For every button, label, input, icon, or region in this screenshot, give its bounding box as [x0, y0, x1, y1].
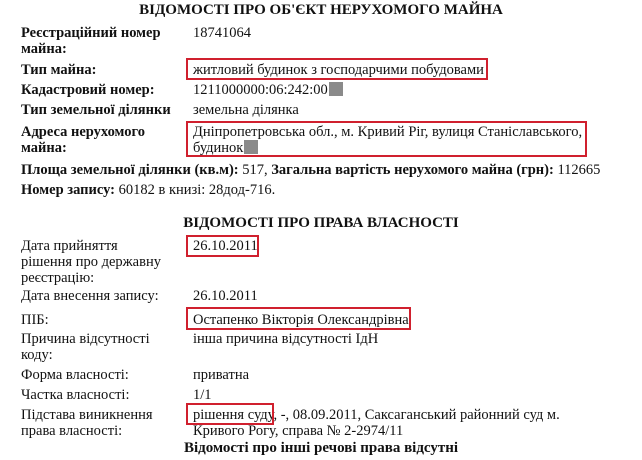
form-label: Форма власності:	[21, 367, 129, 383]
footer-heading: Відомості про інші речові права відсутні	[183, 440, 459, 456]
entry-date-value: 26.10.2011	[193, 288, 258, 304]
area-value: 517,	[242, 162, 268, 178]
cost-value: 112665	[557, 162, 601, 178]
address-label: Адреса нерухомого майна:	[21, 124, 145, 156]
basis-label: Підстава виникнення права власності:	[21, 407, 153, 439]
reg-number-label: Реєстраційний номер майна:	[21, 25, 161, 57]
land-type-value: земельна ділянка	[193, 102, 299, 118]
decision-date-label: Дата прийняття рішення про державну реєстрацію:	[21, 238, 161, 286]
decision-date-value: 26.10.2011	[193, 238, 258, 254]
name-highlight-box	[186, 307, 411, 330]
type-label: Тип майна:	[21, 62, 97, 78]
land-type-label: Тип земельної ділянки	[21, 102, 171, 118]
basis-highlight-box	[186, 403, 274, 425]
absence-label: Причина відсутності коду:	[21, 331, 150, 363]
form-value: приватна	[193, 367, 250, 383]
share-label: Частка власності:	[21, 387, 130, 403]
rights-heading: ВІДОМОСТІ ПРО ПРАВА ВЛАСНОСТІ	[183, 215, 459, 231]
redaction-mark	[329, 82, 343, 96]
share-value: 1/1	[193, 387, 212, 403]
record-line	[21, 182, 275, 198]
address-highlight-box	[186, 121, 587, 157]
area-label: Площа земельної ділянки (кв.м):	[21, 162, 239, 178]
record-label: Номер запису:	[21, 182, 115, 198]
address-value: Дніпропетровська обл., м. Кривий Ріг, вулиця Станіславського, будинок	[193, 124, 583, 156]
name-value: Остапенко Вікторія Олександрівна	[193, 312, 409, 328]
type-value: житловий будинок з господарчими побудовами	[193, 62, 484, 78]
cadastral-value: 1211000000:06:242:00	[193, 82, 343, 98]
record-value: 60182 в книзі: 28дод-716.	[118, 182, 276, 198]
decision-date-highlight-box	[186, 235, 259, 257]
basis-details: , -, 08.09.2011, Саксаганський районний суд м. Кривого Рогу, справа № 2-2974/11	[193, 407, 560, 439]
property-heading: ВІДОМОСТІ ПРО ОБ'ЄКТ НЕРУХОМОГО МАЙНА	[139, 2, 503, 18]
basis-document: рішення суду	[193, 407, 274, 423]
absence-value: інша причина відсутності ІдН	[193, 331, 379, 347]
entry-date-label: Дата внесення запису:	[21, 288, 159, 304]
type-highlight-box	[186, 58, 488, 80]
area-cost-line	[21, 162, 600, 178]
name-label: ПІБ:	[21, 312, 49, 328]
cadastral-label: Кадастровий номер:	[21, 82, 155, 98]
reg-number-value: 18741064	[193, 25, 251, 41]
cost-label: Загальна вартість нерухомого майна (грн):	[271, 162, 554, 178]
